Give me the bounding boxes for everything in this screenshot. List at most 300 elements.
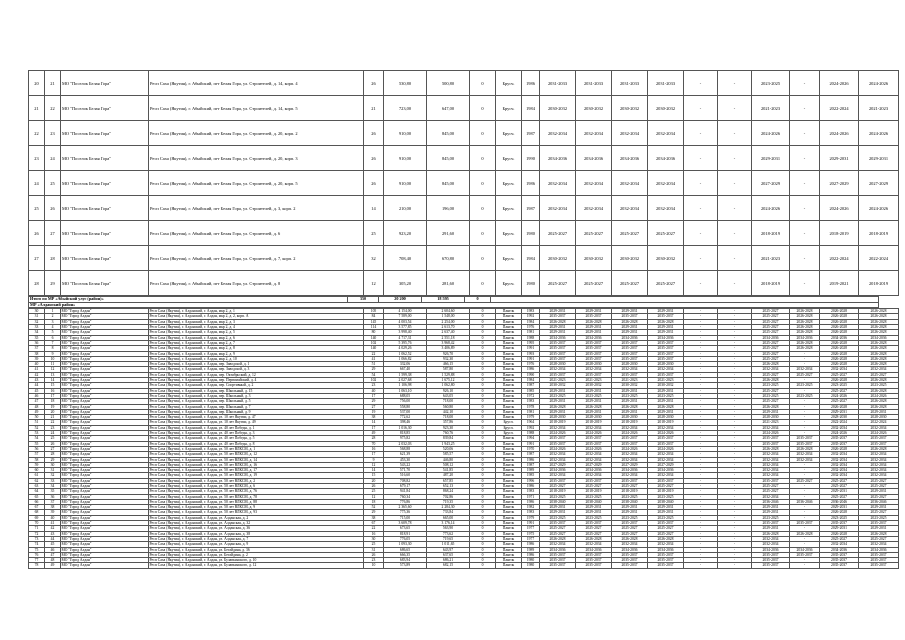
- address-cell: Респ Саха (Якутия), г. Алданский, г. Алдан, мкр 2, д. 10: [149, 356, 364, 361]
- total-area-cell: 910,00: [384, 121, 427, 146]
- period-1-cell: 2032-2034: [540, 473, 576, 478]
- period-8-cell: 2026-2028: [790, 325, 820, 330]
- period-9-cell: 2019-2021: [820, 271, 859, 296]
- period-9-cell: 2025-2027: [820, 372, 859, 377]
- period-1-cell: 2032-2034: [540, 196, 576, 221]
- period-3-cell: 2021-2023: [612, 378, 648, 383]
- build-year-cell: 1986: [522, 457, 540, 462]
- period-5-cell: -: [684, 367, 718, 372]
- period-5-cell: -: [684, 526, 718, 531]
- period-4-cell: 2030-2032: [648, 246, 684, 271]
- row-number-cell: 40: [29, 362, 45, 367]
- period-6-cell: -: [718, 415, 752, 420]
- period-3-cell: 2029-2031: [612, 505, 648, 510]
- municipality-cell: МО "Поселок Белая Гора": [61, 246, 149, 271]
- period-7-cell: 2029-2031: [752, 526, 790, 531]
- period-3-cell: 2027-2029: [612, 462, 648, 467]
- wall-material-cell: Панель: [496, 393, 522, 398]
- period-2-cell: 2035-2037: [576, 436, 612, 441]
- period-6-cell: -: [718, 362, 752, 367]
- municipality-cell: МО "Город Алдан": [61, 457, 149, 462]
- period-9-cell: 2035-2037: [820, 441, 859, 446]
- period-8-cell: -: [790, 431, 820, 436]
- period-1-cell: 2038-2040: [540, 499, 576, 504]
- period-10-cell: 2026-2028: [859, 330, 899, 335]
- period-4-cell: 2026-2028: [648, 404, 684, 409]
- total-area-cell: 667,40: [384, 367, 427, 372]
- municipality-cell: МО "Город Алдан": [61, 547, 149, 552]
- period-9-cell: 2029-2031: [820, 526, 859, 531]
- living-area-cell: 442,10: [427, 409, 470, 414]
- document-sheet: [28, 70, 889, 569]
- period-8-cell: 2035-2037: [790, 521, 820, 526]
- address-cell: Респ Саха (Якутия), г. Алданский, г. Алдан, мкр 2, д. 3: [149, 319, 364, 324]
- period-2-cell: 2027-2029: [576, 462, 612, 467]
- index-number-cell: 33: [45, 478, 61, 483]
- address-cell: Респ Саха (Якутия), г. Алданский, г. Алдан, пер. Школьный, д. 15: [149, 388, 364, 393]
- row-number-cell: 61: [29, 473, 45, 478]
- row-number-cell: 69: [29, 515, 45, 520]
- apartment-count-cell: 114: [364, 325, 384, 330]
- zero-value-cell: 0: [470, 383, 496, 388]
- living-area-cell: 868,24: [427, 489, 470, 494]
- period-6-cell: -: [718, 563, 752, 568]
- period-7-cell: 2025-2027: [752, 309, 790, 314]
- build-year-cell: 1977: [522, 536, 540, 541]
- period-10-cell: 2029-2031: [859, 526, 899, 531]
- living-area-cell: 541,85: [427, 468, 470, 473]
- row-number-cell: 64: [29, 489, 45, 494]
- build-year-cell: 1980: [522, 271, 540, 296]
- index-number-cell: 6: [45, 335, 61, 340]
- period-6-cell: -: [718, 356, 752, 361]
- apartment-count-cell: 25: [364, 221, 384, 246]
- period-2-cell: 2026-2028: [576, 404, 612, 409]
- row-number-cell: 44: [29, 383, 45, 388]
- period-8-cell: 2026-2028: [790, 330, 820, 335]
- row-number-cell: 60: [29, 468, 45, 473]
- build-year-cell: 1978: [522, 404, 540, 409]
- row-number-cell: 43: [29, 378, 45, 383]
- address-cell: Респ Саха (Якутия), г. Алданский, г. Алдан, ул. 50 лет ВЛКСМ, д. 88: [149, 499, 364, 504]
- wall-material-cell: Панель: [496, 510, 522, 515]
- build-year-cell: 1986: [522, 171, 540, 196]
- total-area-cell: 1 599,38: [384, 372, 427, 377]
- build-year-cell: 1987: [522, 121, 540, 146]
- row-number-cell: 22: [29, 121, 45, 146]
- build-year-cell: 1976: [522, 325, 540, 330]
- address-cell: Респ Саха (Якутия), г. Алданский, г. Алдан, ул. Алданская, д. 32: [149, 521, 364, 526]
- period-7-cell: 2026-2028: [752, 404, 790, 409]
- period-6-cell: -: [718, 441, 752, 446]
- index-number-cell: 11: [45, 362, 61, 367]
- index-number-cell: 5: [45, 330, 61, 335]
- period-6-cell: -: [718, 505, 752, 510]
- period-5-cell: -: [684, 221, 718, 246]
- wall-material-cell: Панель: [496, 415, 522, 420]
- living-area-cell: 845,00: [427, 121, 470, 146]
- period-2-cell: 2035-2037: [576, 563, 612, 568]
- living-area-cell: 1 529,88: [427, 372, 470, 377]
- period-4-cell: 2028-2030: [648, 415, 684, 420]
- total-area-cell: 688,05: [384, 393, 427, 398]
- period-6-cell: -: [718, 446, 752, 451]
- row-number-cell: 71: [29, 526, 45, 531]
- period-1-cell: 2018-2019: [540, 489, 576, 494]
- total-area-cell: 453,30: [384, 457, 427, 462]
- index-number-cell: 28: [45, 246, 61, 271]
- zero-value-cell: 0: [470, 452, 496, 457]
- period-7-cell: 2025-2027: [752, 330, 790, 335]
- apartment-count-cell: 17: [364, 452, 384, 457]
- index-number-cell: 44: [45, 536, 61, 541]
- table-row: [29, 146, 899, 171]
- period-4-cell: 2029-2031: [648, 505, 684, 510]
- period-3-cell: 2035-2037: [612, 436, 648, 441]
- period-3-cell: 2029-2031: [612, 388, 648, 393]
- municipality-cell: МО "Город Алдан": [61, 346, 149, 351]
- period-1-cell: 2030-2032: [540, 383, 576, 388]
- period-1-cell: 2032-2034: [540, 452, 576, 457]
- period-8-cell: 2035-2037: [790, 441, 820, 446]
- period-8-cell: 2032-2034: [790, 457, 820, 462]
- municipality-cell: МО "Поселок Белая Гора": [61, 146, 149, 171]
- row-number-cell: 33: [29, 325, 45, 330]
- living-area-cell: 563,90: [427, 526, 470, 531]
- apartment-count-cell: 18: [364, 499, 384, 504]
- wall-material-cell: Панель: [496, 436, 522, 441]
- total-area-cell: 679,17: [384, 483, 427, 488]
- build-year-cell: 1990: [522, 372, 540, 377]
- wall-material-cell: Панель: [496, 483, 522, 488]
- index-number-cell: 1: [45, 309, 61, 314]
- period-8-cell: -: [790, 221, 820, 246]
- period-3-cell: 2035-2037: [612, 340, 648, 345]
- period-4-cell: 2035-2037: [648, 340, 684, 345]
- municipality-cell: МО "Город Алдан": [61, 452, 149, 457]
- wall-material-cell: Панель: [496, 330, 522, 335]
- period-8-cell: 2023-2025: [790, 383, 820, 388]
- build-year-cell: 1980: [522, 221, 540, 246]
- period-8-cell: -: [790, 246, 820, 271]
- period-3-cell: 2032-2034: [612, 425, 648, 430]
- period-6-cell: -: [718, 536, 752, 541]
- period-3-cell: 2035-2037: [612, 558, 648, 563]
- living-area-cell: 773,62: [427, 531, 470, 536]
- period-3-cell: 2035-2037: [612, 441, 648, 446]
- row-number-cell: 47: [29, 399, 45, 404]
- wall-material-cell: Панель: [496, 494, 522, 499]
- row-number-cell: 73: [29, 536, 45, 541]
- period-10-cell: 2032-2034: [859, 457, 899, 462]
- address-cell: Респ Саха (Якутия), г. Алданский, г. Алдан, мкр 2, д. 6: [149, 335, 364, 340]
- apartment-count-cell: 17: [364, 425, 384, 430]
- period-1-cell: 2023-2025: [540, 393, 576, 398]
- period-1-cell: 2035-2037: [540, 521, 576, 526]
- total-area-cell: 1 062,52: [384, 351, 427, 356]
- table-row: [29, 96, 899, 121]
- wall-material-cell: Панель: [496, 552, 522, 557]
- total-area: 20 200: [379, 297, 422, 303]
- total-area-cell: 776,05: [384, 536, 427, 541]
- period-4-cell: 2032-2034: [648, 196, 684, 221]
- zero-value-cell: 0: [470, 271, 496, 296]
- period-10-cell: 2026-2028: [859, 346, 899, 351]
- period-9-cell: 2026-2028: [820, 510, 859, 515]
- index-number-cell: 43: [45, 531, 61, 536]
- period-5-cell: -: [684, 351, 718, 356]
- index-number-cell: 35: [45, 489, 61, 494]
- living-area-cell: 196,00: [427, 196, 470, 221]
- period-8-cell: 2026-2028: [790, 314, 820, 319]
- zero-value-cell: 0: [470, 515, 496, 520]
- municipality-cell: МО "Город Алдан": [61, 351, 149, 356]
- period-6-cell: -: [718, 71, 752, 96]
- period-4-cell: 2032-2034: [648, 542, 684, 547]
- total-area-cell: 332,06: [384, 362, 427, 367]
- total-area-cell: 4 717,31: [384, 335, 427, 340]
- period-3-cell: 2032-2034: [612, 542, 648, 547]
- apartment-count-cell: 140: [364, 335, 384, 340]
- period-6-cell: -: [718, 420, 752, 425]
- zero-value-cell: 0: [470, 351, 496, 356]
- period-1-cell: 2029-2031: [540, 505, 576, 510]
- total-area-cell: 398,46: [384, 420, 427, 425]
- period-6-cell: -: [718, 346, 752, 351]
- period-5-cell: -: [684, 330, 718, 335]
- period-4-cell: 2021-2023: [648, 378, 684, 383]
- zero-value-cell: 0: [470, 335, 496, 340]
- build-year-cell: 1977: [522, 526, 540, 531]
- period-8-cell: -: [790, 462, 820, 467]
- period-1-cell: 2035-2037: [540, 356, 576, 361]
- zero-value-cell: 0: [470, 246, 496, 271]
- period-4-cell: 2025-2027: [648, 483, 684, 488]
- municipality-cell: МО "Город Алдан": [61, 425, 149, 430]
- index-number-cell: 21: [45, 71, 61, 96]
- index-number-cell: 22: [45, 420, 61, 425]
- zero-value-cell: 0: [470, 356, 496, 361]
- apartment-count-cell: 25: [364, 489, 384, 494]
- build-year-cell: 1986: [522, 552, 540, 557]
- period-10-cell: 2025-2027: [859, 478, 899, 483]
- living-area-cell: 466,15: [427, 362, 470, 367]
- row-number-cell: 78: [29, 563, 45, 568]
- address-cell: Респ Саха (Якутия), г. Алданский, г. Алдан, пер. Первомайский, д. 4: [149, 378, 364, 383]
- period-9-cell: 2026-2028: [820, 446, 859, 451]
- municipality-cell: МО "Поселок Белая Гора": [61, 221, 149, 246]
- wall-material-cell: Брусч.: [496, 246, 522, 271]
- period-3-cell: 2035-2037: [612, 372, 648, 377]
- period-8-cell: -: [790, 356, 820, 361]
- build-year-cell: 1987: [522, 196, 540, 221]
- period-2-cell: 2032-2034: [576, 425, 612, 430]
- period-6-cell: -: [718, 378, 752, 383]
- period-10-cell: 2032-2034: [859, 462, 899, 467]
- wall-material-cell: Брусч.: [496, 271, 522, 296]
- period-6-cell: -: [718, 526, 752, 531]
- period-8-cell: 2023-2025: [790, 393, 820, 398]
- period-4-cell: 2026-2028: [648, 536, 684, 541]
- index-number-cell: 4: [45, 325, 61, 330]
- period-6-cell: -: [718, 351, 752, 356]
- row-number-cell: 65: [29, 494, 45, 499]
- build-year-cell: 1991: [522, 521, 540, 526]
- municipality-cell: МО "Город Алдан": [61, 415, 149, 420]
- build-year-cell: 1983: [522, 399, 540, 404]
- municipality-cell: МО "Город Алдан": [61, 319, 149, 324]
- living-area-cell: 637,65: [427, 552, 470, 557]
- address-cell: Респ Саха (Якутия), г. Алданский, г. Алдан, пер. Спортивный, д. 2: [149, 383, 364, 388]
- period-1-cell: 2023-2025: [540, 515, 576, 520]
- period-2-cell: 2032-2034: [576, 121, 612, 146]
- period-7-cell: 2026-2028: [752, 531, 790, 536]
- row-number-cell: 56: [29, 446, 45, 451]
- zero-value-cell: 0: [470, 552, 496, 557]
- table-row: [29, 121, 899, 146]
- period-5-cell: -: [684, 383, 718, 388]
- total-area-cell: 305,20: [384, 271, 427, 296]
- period-4-cell: 2035-2037: [648, 563, 684, 568]
- wall-material-cell: Панель: [496, 441, 522, 446]
- apartment-count-cell: 80: [364, 330, 384, 335]
- total-label: Итого по МР «Абыйский улус (район)»: [29, 297, 348, 303]
- period-4-cell: 2035-2037: [648, 478, 684, 483]
- wall-material-cell: Панель: [496, 452, 522, 457]
- period-9-cell: 2022-2024: [820, 96, 859, 121]
- period-8-cell: 2032-2034: [790, 452, 820, 457]
- period-5-cell: -: [684, 246, 718, 271]
- period-9-cell: 2035-2037: [820, 436, 859, 441]
- period-6-cell: -: [718, 314, 752, 319]
- wall-material-cell: Панель: [496, 356, 522, 361]
- period-10-cell: 2026-2028: [859, 325, 899, 330]
- living-area-cell: 682,15: [427, 563, 470, 568]
- period-9-cell: 2029-2031: [820, 505, 859, 510]
- row-number-cell: 74: [29, 542, 45, 547]
- period-9-cell: 2029-2031: [820, 146, 859, 171]
- row-number-cell: 48: [29, 404, 45, 409]
- period-9-cell: 2029-2031: [820, 409, 859, 414]
- period-3-cell: 2031-2033: [612, 71, 648, 96]
- period-10-cell: 2026-2028: [859, 340, 899, 345]
- address-cell: Респ Саха (Якутия), г. Алданский, г. Алдан, ул. 50 лет ВЛКСМ, д. 16: [149, 462, 364, 467]
- total-area-cell: 2 032,03: [384, 441, 427, 446]
- wall-material-cell: Панель: [496, 515, 522, 520]
- period-9-cell: 2026-2028: [820, 325, 859, 330]
- period-10-cell: 2032-2034: [859, 473, 899, 478]
- period-7-cell: 2032-2034: [752, 494, 790, 499]
- period-2-cell: 2029-2031: [576, 388, 612, 393]
- zero-value-cell: 0: [470, 436, 496, 441]
- period-3-cell: 2018-2019: [612, 489, 648, 494]
- period-4-cell: 2029-2031: [648, 510, 684, 515]
- wall-material-cell: Панель: [496, 499, 522, 504]
- period-4-cell: 2029-2031: [648, 409, 684, 414]
- address-cell: Респ Саха (Якутия), г. Алданский, г. Алдан, ул. Алданская, д. 2: [149, 515, 364, 520]
- period-6-cell: -: [718, 558, 752, 563]
- row-number-cell: 31: [29, 314, 45, 319]
- period-9-cell: 2032-2034: [820, 367, 859, 372]
- apartment-count-cell: 23: [364, 558, 384, 563]
- index-number-cell: 27: [45, 221, 61, 246]
- period-6-cell: -: [718, 271, 752, 296]
- period-3-cell: 2026-2028: [612, 404, 648, 409]
- apartment-count-cell: 49: [364, 431, 384, 436]
- municipality-cell: МО "Город Алдан": [61, 431, 149, 436]
- period-10-cell: 2025-2027: [859, 494, 899, 499]
- total-area-cell: 683,94: [384, 558, 427, 563]
- period-5-cell: -: [684, 171, 718, 196]
- period-9-cell: 2025-2027: [820, 483, 859, 488]
- period-9-cell: 2025-2027: [820, 388, 859, 393]
- period-7-cell: 2035-2037: [752, 563, 790, 568]
- wall-material-cell: Панель: [496, 526, 522, 531]
- municipality-cell: МО "Город Алдан": [61, 468, 149, 473]
- address-cell: Респ Саха (Якутия), г. Алданский, г. Алдан, ул. 10 лет Якутии, д. 47: [149, 415, 364, 420]
- index-number-cell: 47: [45, 552, 61, 557]
- wall-material-cell: Брусч.: [496, 121, 522, 146]
- period-1-cell: 2026-2028: [540, 536, 576, 541]
- period-2-cell: 2032-2034: [576, 542, 612, 547]
- period-4-cell: 2023-2025: [648, 494, 684, 499]
- living-area-cell: 291,60: [427, 221, 470, 246]
- period-10-cell: 2029-2031: [859, 146, 899, 171]
- zero-value-cell: 0: [470, 420, 496, 425]
- row-number-cell: 42: [29, 372, 45, 377]
- period-9-cell: 2018-2019: [820, 221, 859, 246]
- address-cell: Респ Саха (Якутия), г. Алданский, г. Алдан, ул. 40 лет Победы, д. 3: [149, 431, 364, 436]
- total-area-cell: 673,65: [384, 526, 427, 531]
- period-4-cell: 2030-2032: [648, 96, 684, 121]
- total-area-cell: 1 066,82: [384, 356, 427, 361]
- row-number-cell: 66: [29, 499, 45, 504]
- period-1-cell: 2035-2037: [540, 436, 576, 441]
- wall-material-cell: Брусч.: [496, 431, 522, 436]
- zero-value-cell: 0: [470, 494, 496, 499]
- address-cell: Респ Саха (Якутия), г. Алданский, г. Алдан, мкр 2, д. 9: [149, 351, 364, 356]
- period-6-cell: -: [718, 436, 752, 441]
- row-number-cell: 77: [29, 558, 45, 563]
- municipality-cell: МО "Город Алдан": [61, 473, 149, 478]
- period-3-cell: 2029-2031: [612, 510, 648, 515]
- build-year-cell: 1992: [522, 425, 540, 430]
- period-6-cell: -: [718, 521, 752, 526]
- address-cell: Респ Саха (Якутия), г. Алданский, г. Алдан, пер. Школьный, д. 9: [149, 409, 364, 414]
- period-6-cell: -: [718, 319, 752, 324]
- build-year-cell: 1964: [522, 420, 540, 425]
- total-area-cell: 4 154,00: [384, 309, 427, 314]
- period-2-cell: 2035-2037: [576, 372, 612, 377]
- period-10-cell: 2026-2028: [859, 356, 899, 361]
- period-1-cell: 2025-2027: [540, 221, 576, 246]
- living-area-cell: 760,76: [427, 431, 470, 436]
- total-area-cell: 571,70: [384, 468, 427, 473]
- period-5-cell: -: [684, 378, 718, 383]
- zero-value-cell: 0: [470, 431, 496, 436]
- index-number-cell: 14: [45, 378, 61, 383]
- index-number-cell: 25: [45, 171, 61, 196]
- table-row: [29, 71, 899, 96]
- period-4-cell: 2029-2031: [648, 388, 684, 393]
- period-4-cell: 2018-2019: [648, 489, 684, 494]
- address-cell: Респ Саха (Якутия), г. Алданский, г. Алдан, пер. Заводской, д. 3: [149, 367, 364, 372]
- address-cell: Респ Саха (Якутия), г. Алданский, г. Алдан, ул. 40 лет Победы, д. 5: [149, 436, 364, 441]
- row-number-cell: 54: [29, 436, 45, 441]
- period-3-cell: 2035-2037: [612, 521, 648, 526]
- period-8-cell: 2035-2037: [790, 436, 820, 441]
- row-number-cell: 41: [29, 367, 45, 372]
